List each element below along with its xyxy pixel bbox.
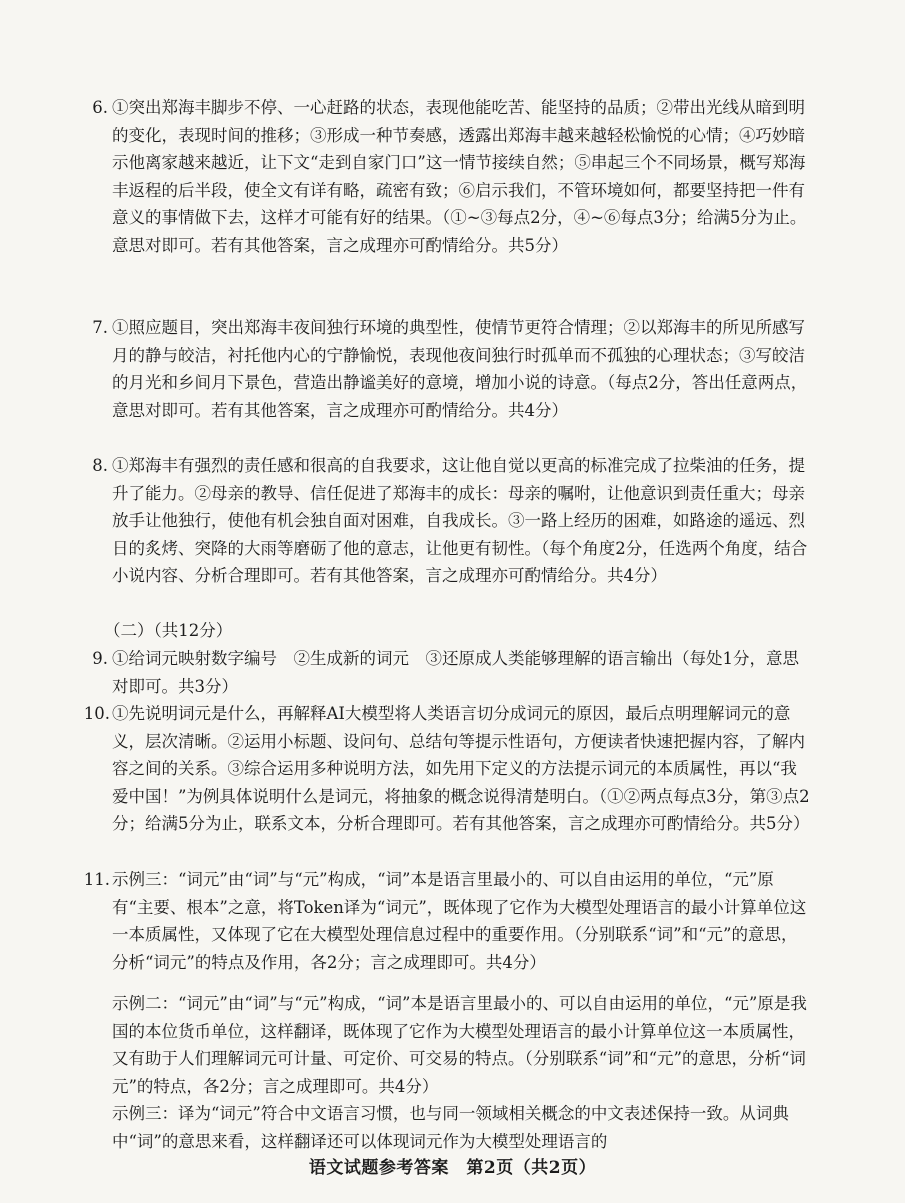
answer-content	[83, 94, 812, 1155]
answer-10	[83, 700, 812, 866]
answer-8	[92, 452, 812, 617]
answer-9	[92, 645, 812, 700]
answer-number: 6.	[92, 98, 108, 117]
section-heading: （二）（共12分）	[104, 621, 233, 640]
answer-number: 9.	[92, 649, 108, 668]
answer-number: 7.	[92, 318, 108, 337]
answer-text: ①给词元映射数字编号 ②生成新的词元 ③还原成人类能够理解的语言输出（每处1分，意思对即可。共3分）	[112, 649, 799, 696]
answer-number: 8.	[92, 456, 108, 475]
answer-example-1: 示例三：“词元”由“词”与“元”构成，“词”本是语言里最小的、可以自由运用的单位，“元”原有“主要、根本”之意，将Token译为“词元”，既体现了它作为大模型处理语言的最小计算单位这一本质属性，又体现了它在大模型处理信息过程中的重要作用。（分别联系“词”和“元”的意思，分析“词元”的特点及作用，各2分；言之成理即可。共4分）	[112, 870, 807, 972]
answer-text: ①先说明词元是什么，再解释AI大模型将人类语言切分成词元的原因，最后点明理解词元的意义，层次清晰。②运用小标题、设问句、总结句等提示性语句，方便读者快速把握内容，了解内容之间的关系。③综合运用多种说明方法，如先用下定义的方法提示词元的本质属性，再以“我爱中国！”为例具体说明什么是词元，将抽象的概念说得清楚明白。（①②两点每点3分，第③点2分；给满5分为止，联系文本，分析合理即可。若有其他答案，言之成理亦可酌情给分。共5分）	[112, 704, 810, 834]
page-footer: 语文试题参考答案 第2页（共2页）	[308, 1158, 597, 1178]
answer-example-2: 示例二：“词元”由“词”与“元”构成，“词”本是语言里最小的、可以自由运用的单位，“元”原是我国的本位货币单位，这样翻译，既体现了它作为大模型处理语言的最小计算单位这一本质属性，又有助于人们理解词元可计量、可定价、可交易的特点。（分别联系“词”和“元”的意思，分析“词元”的特点，各2分；言之成理即可。共4分）	[112, 994, 807, 1096]
answer-text: ①突出郑海丰脚步不停、一心赶路的状态，表现他能吃苦、能坚持的品质；②带出光线从暗到明的变化，表现时间的推移；③形成一种节奏感，透露出郑海丰越来越轻松愉悦的心情；④巧妙暗示他离家越来越近，让下文“走到自家门口”这一情节接续自然；⑤串起三个不同场景，概写郑海丰返程的后半段，使全文有详有略，疏密有致；⑥启示我们，不管环境如何，都要坚持把一件有意义的事情做下去，这样才可能有好的结果。（①~③每点2分，④~⑥每点3分；给满5分为止。意思对即可。若有其他答案，言之成理亦可酌情给分。共5分）	[112, 98, 807, 255]
answer-number: 10.	[83, 704, 110, 723]
answer-7	[92, 314, 812, 452]
answer-text: ①郑海丰有强烈的责任感和很高的自我要求，这让他自觉以更高的标准完成了拉柴油的任务，提升了能力。②母亲的教导、信任促进了郑海丰的成长：母亲的嘱咐，让他意识到责任重大；母亲放手让他独行，使他有机会独自面对困难，自我成长。③一路上经历的困难，如路途的遥远、烈日的炙烤、突降的大雨等磨砺了他的意志，让他更有韧性。（每个角度2分，任选两个角度，结合小说内容、分析合理即可。若有其他答案，言之成理亦可酌情给分。共4分）	[112, 456, 808, 586]
answer-6	[92, 94, 812, 314]
answer-11	[83, 866, 812, 1155]
answer-text: ①照应题目，突出郑海丰夜间独行环境的典型性，使情节更符合情理；②以郑海丰的所见所感写月的静与皎洁，衬托他内心的宁静愉悦，表现他夜间独行时孤单而不孤独的心理状态；③写皎洁的月光和乡间月下景色，营造出静谧美好的意境，增加小说的诗意。（每点2分，答出任意两点，意思对即可。若有其他答案，言之成理亦可酌情给分。共4分）	[112, 318, 808, 420]
answer-example-3: 示例三：译为“词元”符合中文语言习惯，也与同一领域相关概念的中文表述保持一致。从词典中“词”的意思来看，这样翻译还可以体现词元作为大模型处理语言的	[112, 1104, 789, 1151]
answer-number: 11.	[83, 870, 110, 889]
